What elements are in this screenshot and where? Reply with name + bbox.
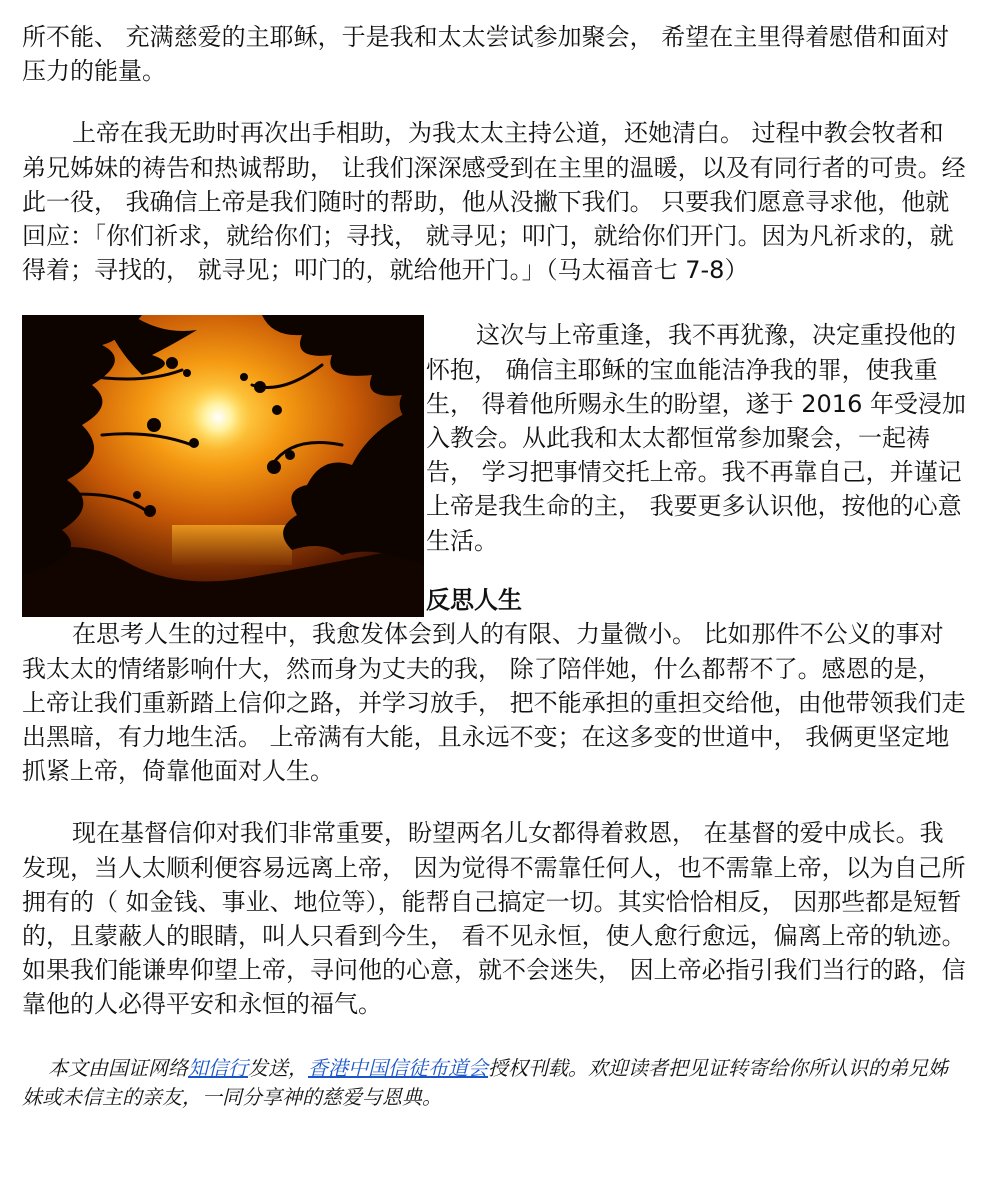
footer-note xyxy=(22,1054,967,1112)
footer-suffix: 授权刊载。欢迎读者把见证转寄给你所认识的弟兄姊妹或未信主的亲友，一同分享神的慈爱与恩典。 xyxy=(22,1055,948,1109)
paragraph-1: 所不能、 充满慈爱的主耶稣，于是我和太太尝试参加聚会， 希望在主里得着慰借和面对压力的能量。 xyxy=(22,23,950,86)
footer-middle: 发送， xyxy=(248,1055,308,1080)
paragraph-2: 上帝在我无助时再次出手相助，为我太太主持公道，还她清白。 过程中教会牧者和弟兄姊妹的祷告和热诚帮助， 让我们深深感受到在主里的温暖，以及有同行者的可贵。经此一役， 我确信上帝是我们随时的帮助，他从没撇下我们。 只要我们愿意寻求他，他就回应：「你们祈求，就给你们；寻找， 就寻见；叩门，就给你们开门。因为凡祈求的，就得着；寻找的， 就寻见；叩门的，就给他开门。」（马太福音七 7-8） xyxy=(22,119,966,285)
paragraph-4: 在思考人生的过程中，我愈发体会到人的有限、力量微小。 比如那件不公义的事对我太太的情绪影响什大，然而身为丈夫的我， 除了陪伴她，什么都帮不了。感恩的是， 上帝让我们重新踏上信仰之路，并学习放手， 把不能承担的重担交给他，由他带领我们走出黑暗，有力地生活。 上帝满有大能，且永远不变；在这多变的世道中， 我俩更坚定地抓紧上帝，倚靠他面对人生。 xyxy=(22,620,966,786)
paragraph-gap xyxy=(22,1022,967,1054)
paragraph-3: 这次与上帝重逢，我不再犹豫，决定重投他的怀抱， 确信主耶稣的宝血能洁净我的罪，使我重生， 得着他所赐永生的盼望，遂于 2016 年受浸加入教会。从此我和太太都恒常参加聚会，一起祷告， 学习把事情交托上帝。我不再靠自己，并谨记上帝是我生命的主， 我要更多认识他，按他的心意生活。 xyxy=(426,321,966,555)
paragraph-gap xyxy=(22,88,967,116)
paragraph-gap xyxy=(22,287,967,315)
footer-prefix: 本文由国证网络 xyxy=(48,1055,188,1080)
photo-section xyxy=(22,315,967,617)
paragraph-5: 现在基督信仰对我们非常重要，盼望两名儿女都得着救恩， 在基督的爱中成长。我发现，当人太顺利便容易远离上帝， 因为觉得不需靠任何人，也不需靠上帝，以为自己所拥有的（ 如金钱、事业、地位等），能帮自己搞定一切。其实恰恰相反， 因那些都是短暂的，且蒙蔽人的眼睛，叫人只看到今生， 看不见永恒，使人愈行愈远，偏离上帝的轨迹。 如果我们能谦卑仰望上帝，寻问他的心意，就不会迷失， 因上帝必指引我们当行的路，信靠他的人必得平安和永恒的福气。 xyxy=(22,819,966,1019)
zhixinxing-link[interactable]: 知信行 xyxy=(188,1055,248,1080)
photo-side-text xyxy=(424,318,967,557)
sunset-photo xyxy=(22,315,424,617)
article-body: 所不能、 充满慈爱的主耶稣，于是我和太太尝试参加聚会， 希望在主里得着慰借和面对压力的能量。 上帝在我无助时再次出手相助，为我太太主持公道，还她清白。 过程中教会牧者和弟兄姊妹的祷告和热诚帮助， 让我们深深感受到在主里的温暖，以及有同行者的可贵。经此一役， 我确信上帝是我们随时的帮助，他从没撇下我们。 只要我们愿意寻求他，他就回应：「你们祈求，就给你们；寻找， 就寻见；叩门，就给你们开门。因为凡祈求的，就得着；寻找的， 就寻见；叩门的，就给他开门。」（马太福音七 7-8） 这次与上帝重逢，我不再犹豫，决定重投他的怀抱， 确信主耶稣的宝血能洁净我的罪，使我重生， 得着他所赐永生的盼望，遂于 2016 年受浸加入教会。从此我和太太都恒常参加聚会，一起祷告， 学习把事情交托上帝。我不再靠自己，并谨记上帝是我生命的主， 我要更多认识他，按他的心意生活。 反思人生 在思考人生的过程中，我愈发体会到人的有限、力量微小。 比如那件不公义的事对我太太的情绪影响什大，然而身为丈夫的我， 除了陪伴她，什么都帮不了。感恩的是， 上帝让我们重新踏上信仰之路，并学习放手， 把不能承担的重担交给他，由他带领我们走出黑暗，有力地生活。 上帝满有大能，且永远不变；在这多变的世道中， 我俩更坚定地抓紧上帝，倚靠他面对人生。 现在基督信仰对我们非常重要，盼望两名儿女都得着救恩， 在基督的爱中成长。我发现，当人太顺利便容易远离上帝， 因为觉得不需靠任何人，也不需靠上帝，以为自己所拥有的（ 如金钱、事业、地位等），能帮自己搞定一切。其实恰恰相反， 因那些都是短暂的，且蒙蔽人的眼睛，叫人只看到今生， 看不见永恒，使人愈行愈远，偏离上帝的轨迹。 如果我们能谦卑仰望上帝，寻问他的心意，就不会迷失， 因上帝必指引我们当行的路，信靠他的人必得平安和永恒的福气。 本文由国证网络知信行发送，香港中国信徒布道会授权刊载。欢迎读者把见证转寄给你所认识的弟兄姊妹或未信主的亲友，一同分享神的慈爱与恩典。 xyxy=(22,20,967,1112)
paragraph-gap xyxy=(22,788,967,816)
ccmhk-link[interactable]: 香港中国信徒布道会 xyxy=(308,1055,488,1080)
